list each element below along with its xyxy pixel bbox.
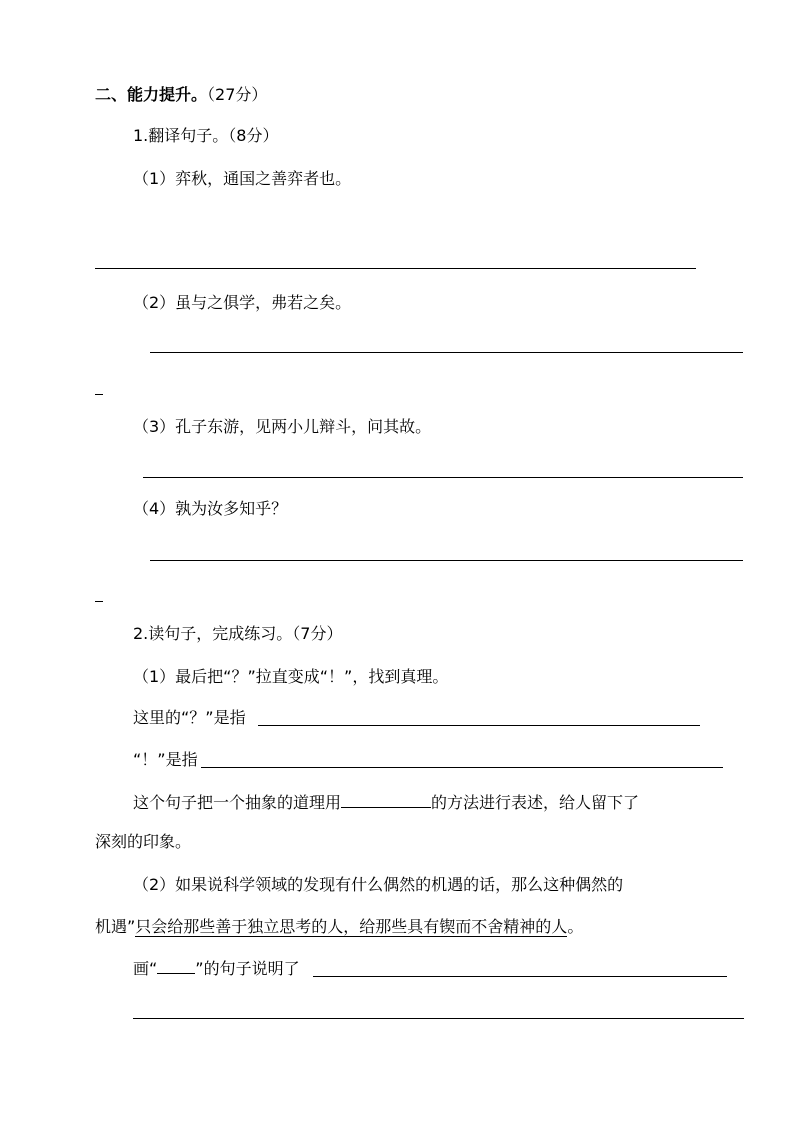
section-heading (95, 84, 267, 106)
underlined-sentence: 只会给那些善于独立思考的人，给那些具有锲而不舍精神的人 (135, 917, 568, 936)
q2-sub2-ask-pre: 画“ (133, 959, 158, 978)
q1-title: 1.翻译句子。（8分） (133, 126, 279, 145)
q2-title: 2.读句子，完成练习。（7分） (133, 624, 343, 643)
q2-sub2-ask (133, 957, 300, 980)
answer-line-1[interactable] (95, 268, 696, 269)
answer-line-4-tail (95, 601, 103, 602)
q2-sentence-cont: 深刻的印象。 (95, 832, 192, 851)
answer-line-2-tail (95, 394, 103, 395)
mark-symbol-blank[interactable] (157, 957, 195, 974)
q2-sub1-prompt: （1）最后把“？”拉直变成“！”，找到真理。 (133, 667, 449, 686)
answer-line-question-mark[interactable] (258, 725, 700, 726)
answer-line-4[interactable] (150, 560, 743, 561)
answer-line-explain-2[interactable] (133, 1018, 744, 1019)
answer-line-3[interactable] (143, 477, 743, 478)
answer-line-explain[interactable] (313, 976, 727, 977)
q1-item-2: （2）虽与之俱学，弗若之矣。 (133, 293, 352, 312)
q1-item-4: （4）孰为汝多知乎？ (133, 499, 288, 518)
answer-line-exclamation[interactable] (201, 767, 723, 768)
q1-item-3: （3）孔子东游，见两小儿辩斗，问其故。 (133, 417, 432, 436)
q2-sentence-post: 的方法进行表述，给人留下了 (431, 793, 640, 812)
q2-line-b-label: “！”是指 (133, 750, 198, 769)
q2-sub2-text2-pre: 机遇” (95, 917, 136, 936)
q2-sub2-ask-post: ”的句子说明了 (195, 959, 300, 978)
q2-sentence-pre: 这个句子把一个抽象的道理用 (133, 793, 342, 812)
q2-sentence (133, 791, 639, 814)
q2-sub2-text2-end: 。 (567, 917, 584, 936)
q2-line-a-label: 这里的“？”是指 (133, 708, 246, 727)
q1-item-1: （1）弈秋，通国之善弈者也。 (133, 169, 352, 188)
answer-line-2[interactable] (150, 352, 743, 353)
section-score: （27分） (207, 85, 268, 104)
q2-sub2-text2 (95, 916, 583, 938)
q2-sub2-text1: （2）如果说科学领域的发现有什么偶然的机遇的话，那么这种偶然的 (133, 875, 624, 894)
section-title: 二、能力提升。 (95, 85, 208, 104)
method-blank[interactable] (341, 791, 431, 808)
